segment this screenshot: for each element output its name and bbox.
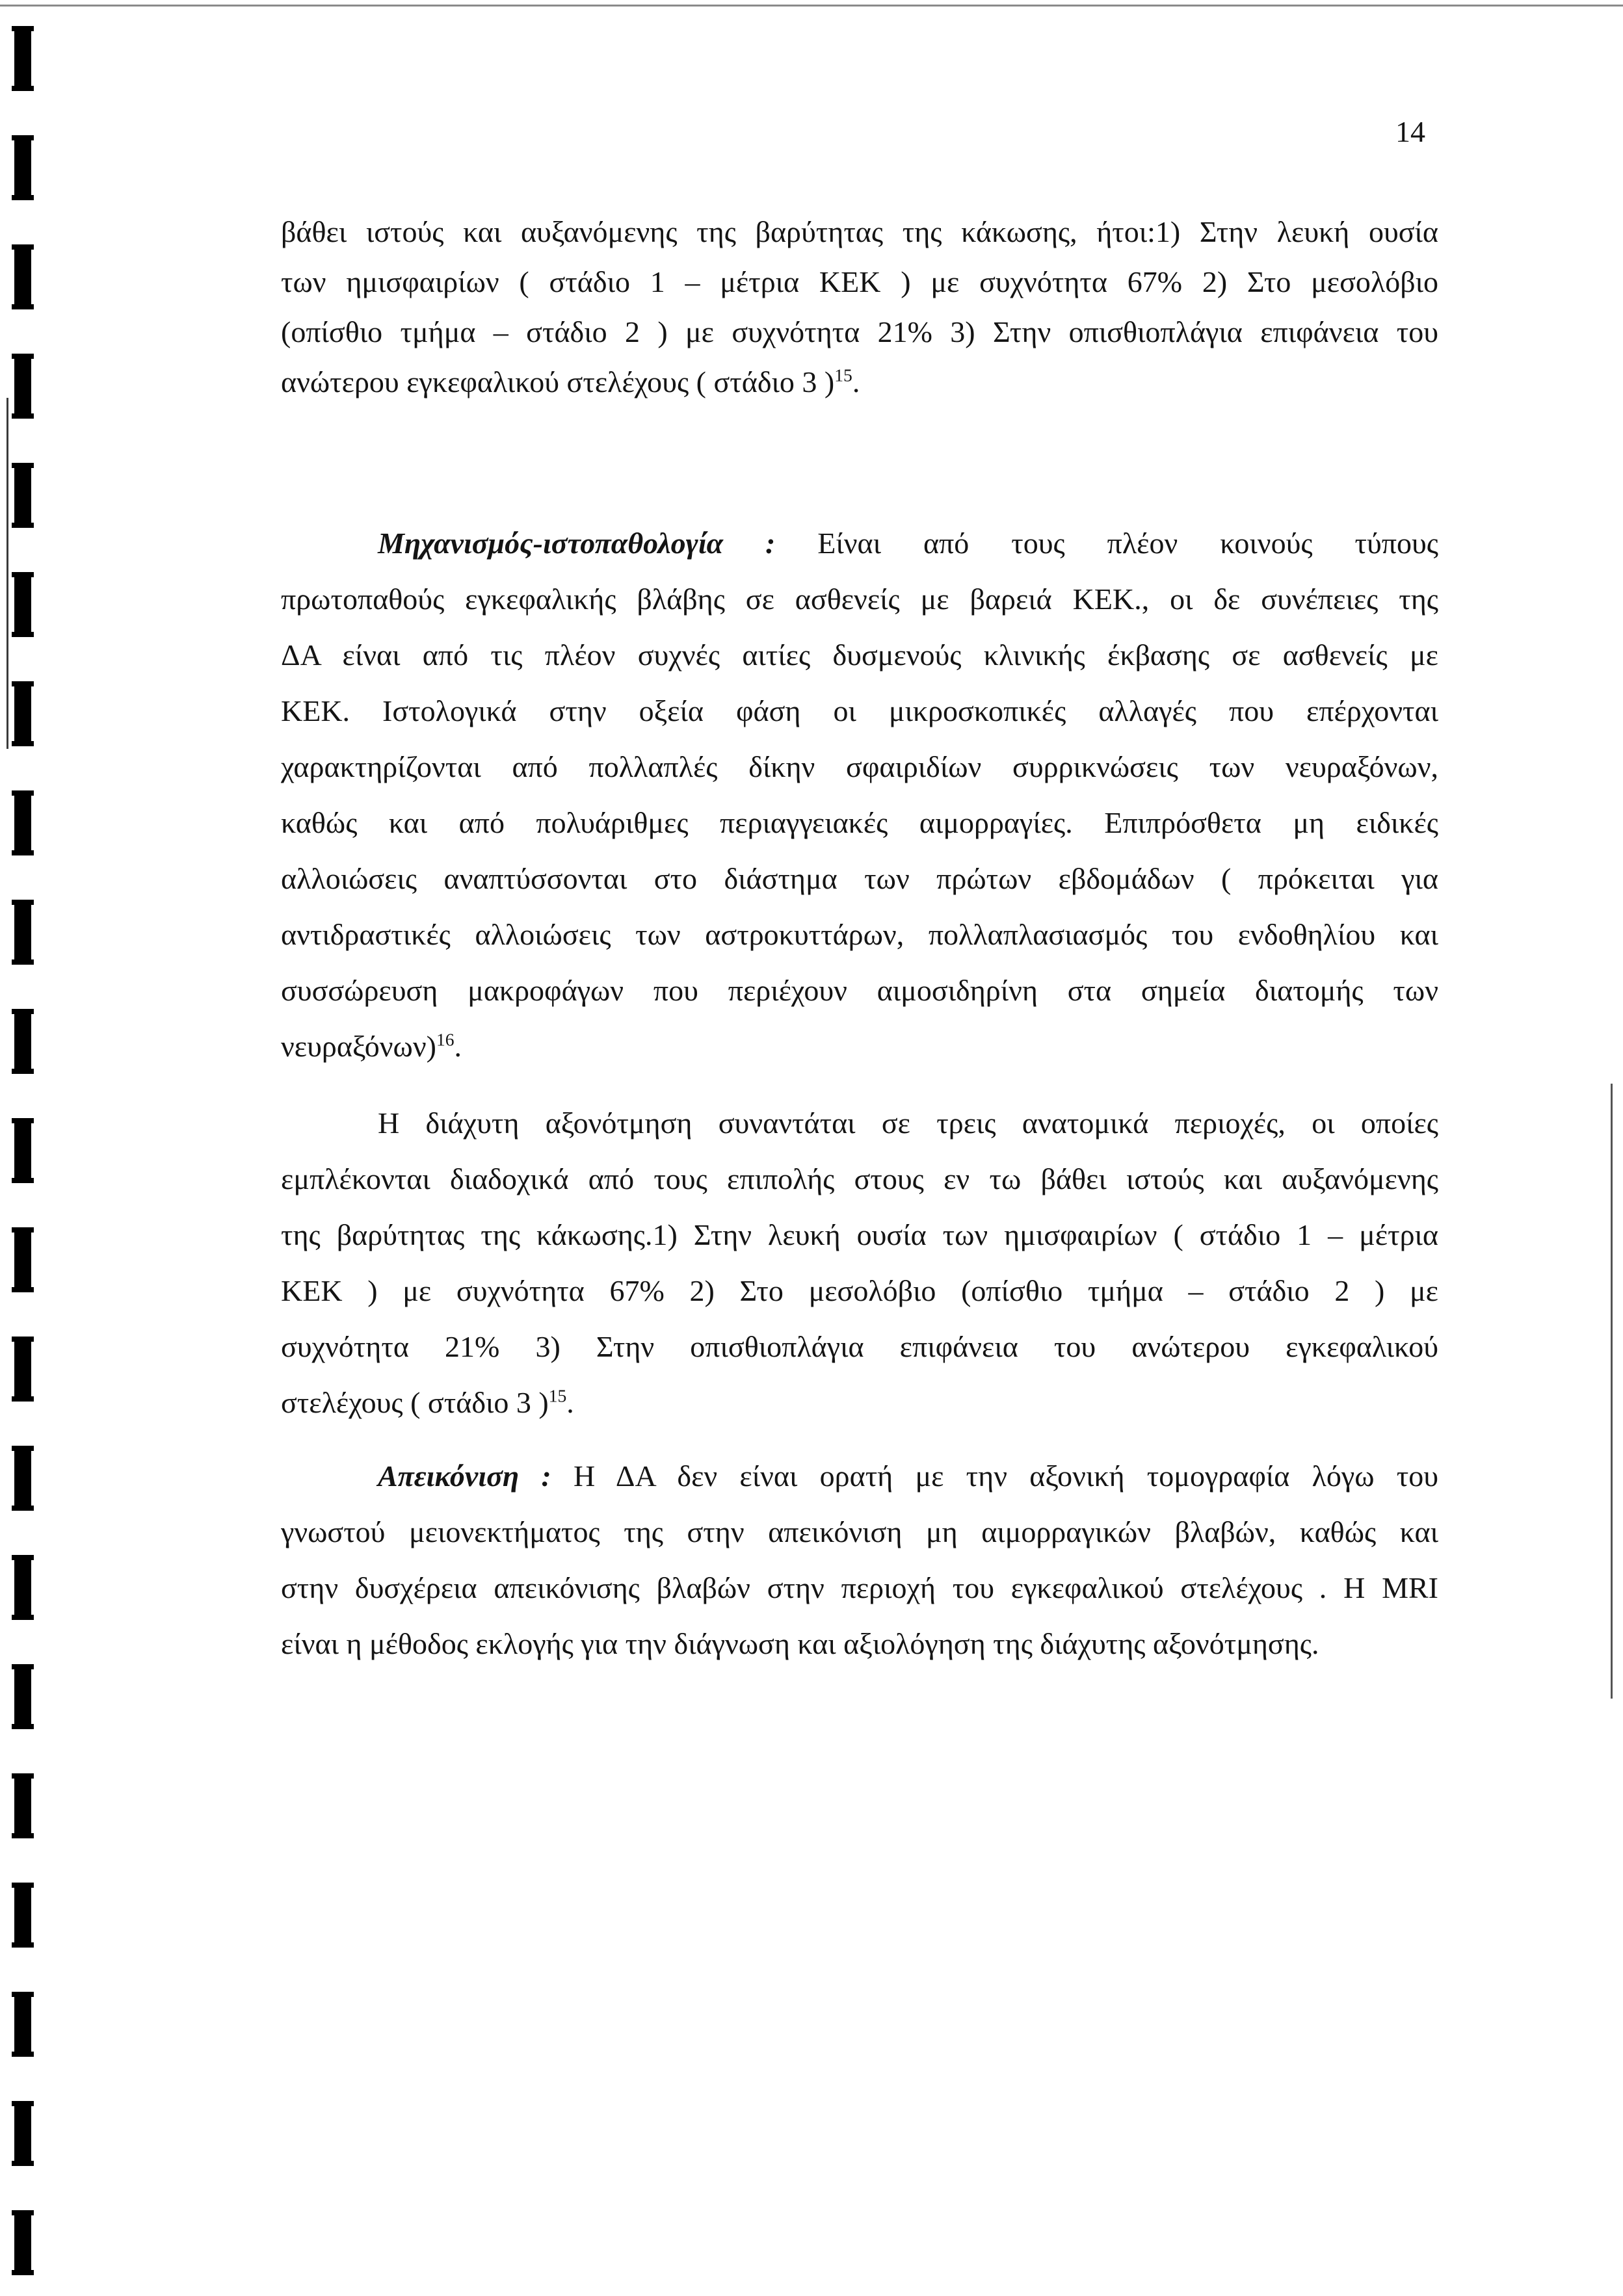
binding-hole-mark [14,1555,31,1620]
citation-superscript: 16 [436,1029,455,1050]
binding-hole-mark [14,354,31,419]
text-line: ΔΑ είναι από τις πλέον συχνές αιτίες δυσμενούς κλινικής έκβασης σε ασθενείς με [281,638,1438,672]
binding-hole-mark [14,2210,31,2275]
binding-hole-mark [14,1118,31,1183]
scan-edge-line [0,5,1623,7]
line-text: νευραξόνων) [281,1030,436,1063]
line-tail: . [566,1386,574,1419]
text-line: πρωτοπαθούς εγκεφαλικής βλάβης σε ασθενείς με βαρειά ΚΕΚ., οι δε συνέπειες της [281,582,1438,616]
text-line: συχνότητα 21% 3) Στην οπισθιοπλάγια επιφάνεια του ανώτερου εγκεφαλικού [281,1330,1438,1363]
text-line [281,515,1438,571]
binding-hole-mark [14,26,31,91]
binding-hole-mark [14,1664,31,1729]
text-line: αλλοιώσεις αναπτύσσονται στο διάστημα των πρώτων εβδομάδων ( πρόκειται για [281,862,1438,895]
binding-hole-mark [14,244,31,309]
text-line: χαρακτηρίζονται από πολλαπλές δίκην σφαιριδίων συρρικνώσεις των νευραξόνων, [281,750,1438,783]
text-line: βάθει ιστούς και αυξανόμενης της βαρύτητας της κάκωσης, ήτοι:1) Στην λευκή ουσία [281,215,1438,248]
line-tail: . [454,1030,462,1063]
text-line: (οπίσθιο τμήμα – στάδιο 2 ) με συχνότητα 21% 3) Στην οπισθιοπλάγια επιφάνεια του [281,315,1438,348]
line-tail: . [852,365,860,398]
text-line: συσσώρευση μακροφάγων που περιέχουν αιμοσιδηρίνη στα σημεία διατομής των [281,974,1438,1007]
text-line: είναι η μέθοδος εκλογής για την διάγνωση και αξιολόγηση της διάχυτης αξονότμησης. [281,1627,1319,1660]
paragraph [281,1095,1438,1431]
binding-hole-mark [14,790,31,855]
text-line: της βαρύτητας της κάκωσης.1) Στην λευκή ουσία των ημισφαιρίων ( στάδιο 1 – μέτρια [281,1218,1438,1251]
text-line: εμπλέκονται διαδοχικά από τους επιπολής στους εν τω βάθει ιστούς και αυξανόμενης [281,1162,1438,1195]
binding-hole-mark [14,1227,31,1292]
citation-superscript: 15 [548,1385,567,1406]
binding-hole-mark [14,1992,31,2057]
text-line [281,1019,1438,1075]
citation-superscript: 15 [834,365,852,385]
scan-edge-line [1611,1084,1613,1699]
binding-strip [0,0,39,2296]
paragraph [281,207,1438,407]
paragraph [281,515,1438,1075]
binding-hole-mark [14,135,31,200]
text-line [281,1448,1438,1504]
binding-hole-mark [14,1337,31,1402]
text-line: καθώς και από πολυάριθμες περιαγγειακές αιμορραγίες. Επιπρόσθετα μη ειδικές [281,806,1438,839]
text-line: γνωστού μειονεκτήματος της στην απεικόνιση μη αιμορραγικών βλαβών, καθώς και [281,1515,1438,1548]
binding-hole-mark [14,2101,31,2166]
section-heading: Μηχανισμός-ιστοπαθολογία : [378,527,776,560]
binding-hole-mark [14,463,31,528]
paragraph [281,1448,1438,1672]
binding-hole-mark [14,1883,31,1948]
line-text: στελέχους ( στάδιο 3 ) [281,1386,549,1419]
binding-hole-mark [14,1773,31,1838]
text-line: των ημισφαιρίων ( στάδιο 1 – μέτρια ΚΕΚ ) με συχνότητα 67% 2) Στο μεσολόβιο [281,265,1438,298]
text-line [281,1375,1438,1431]
line-text: ανώτερου εγκεφαλικού στελέχους ( στάδιο 3 ) [281,365,835,398]
binding-hole-mark [14,1009,31,1074]
text-line [281,357,1438,407]
text-line: αντιδραστικές αλλοιώσεις των αστροκυττάρων, πολλαπλασιασμός του ενδοθηλίου και [281,918,1438,951]
binding-hole-mark [14,572,31,637]
page-number: 14 [1395,115,1425,148]
line-text: Είναι από τους πλέον κοινούς τύπους [817,527,1438,560]
binding-hole-mark [14,1446,31,1511]
binding-hole-mark [14,900,31,965]
text-line: στην δυσχέρεια απεικόνισης βλαβών στην περιοχή του εγκεφαλικού στελέχους . Η MRI [281,1571,1438,1604]
binding-hole-mark [14,681,31,746]
text-line: Η διάχυτη αξονότμηση συναντάται σε τρεις ανατομικά περιοχές, οι οποίες [378,1106,1438,1140]
section-heading: Απεικόνιση : [378,1459,551,1493]
line-text: Η ΔΑ δεν είναι ορατή με την αξονική τομογραφία λόγω του [573,1459,1438,1493]
text-line: ΚΕΚ ) με συχνότητα 67% 2) Στο μεσολόβιο (οπίσθιο τμήμα – στάδιο 2 ) με [281,1274,1438,1307]
text-line: ΚΕΚ. Ιστολογικά στην οξεία φάση οι μικροσκοπικές αλλαγές που επέρχονται [281,694,1438,727]
